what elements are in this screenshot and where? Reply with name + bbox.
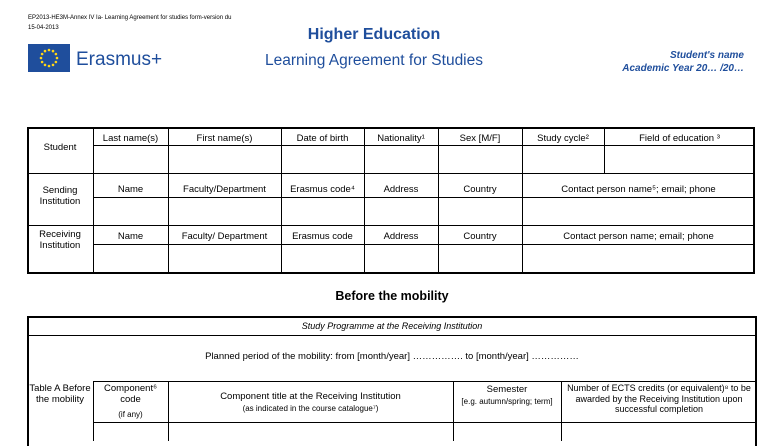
study-programme-caption: Study Programme at the Receiving Institution bbox=[301, 321, 483, 331]
input-sending-address[interactable] bbox=[365, 198, 437, 224]
input-component-code[interactable] bbox=[94, 423, 167, 441]
input-receiving-erasmus-code[interactable] bbox=[282, 245, 363, 273]
header-sending-erasmus-code: Erasmus code⁴ bbox=[290, 184, 355, 195]
header-sending-contact: Contact person name⁵; email; phone bbox=[561, 184, 716, 195]
row-label-student: Student bbox=[43, 142, 77, 153]
header-sending-faculty: Faculty/Department bbox=[183, 184, 266, 195]
header-component-title-note: (as indicated in the course catalogue⁷) bbox=[242, 404, 379, 413]
header-receiving-address: Address bbox=[383, 231, 419, 242]
header-receiving-faculty: Faculty/ Department bbox=[181, 231, 268, 242]
header-first-name: First name(s) bbox=[196, 133, 253, 144]
input-sending-country[interactable] bbox=[439, 198, 521, 224]
header-sending-country: Country bbox=[463, 184, 497, 195]
header-sending-address: Address bbox=[383, 184, 419, 195]
header-sex: Sex [M/F] bbox=[459, 133, 501, 144]
input-receiving-address[interactable] bbox=[365, 245, 437, 273]
header-component-code-note: (if any) bbox=[118, 410, 143, 419]
input-component-title[interactable] bbox=[169, 423, 452, 441]
header-ects-credits: Number of ECTS credits (or equivalent)⁸ to be awarded by the Receiving Institution upon successful completion bbox=[567, 383, 751, 414]
header-component-code: Component⁶ code bbox=[103, 383, 158, 405]
header-semester-note: [e.g. autumn/spring; term] bbox=[461, 397, 553, 406]
form-version-line: EP2013-HE3M-Annex IV Ia- Learning Agreement for studies form-version du bbox=[28, 15, 232, 21]
input-semester[interactable] bbox=[454, 423, 560, 441]
input-field-of-education[interactable] bbox=[605, 146, 754, 172]
input-sending-contact[interactable] bbox=[523, 198, 754, 224]
logo-text: Erasmus+ bbox=[76, 49, 163, 70]
student-name-label: Student's name bbox=[669, 50, 744, 61]
input-receiving-faculty[interactable] bbox=[169, 245, 280, 273]
section-heading-before-mobility: Before the mobility bbox=[335, 289, 449, 303]
header-receiving-country: Country bbox=[463, 231, 497, 242]
row-label-receiving-institution: Receiving Institution bbox=[39, 229, 81, 251]
header-field-of-education: Field of education ³ bbox=[639, 133, 720, 144]
header-sending-name: Name bbox=[117, 184, 144, 195]
input-nationality[interactable] bbox=[365, 146, 437, 172]
input-receiving-contact[interactable] bbox=[523, 245, 754, 273]
header-last-name: Last name(s) bbox=[102, 133, 159, 144]
header-component-title: Component title at the Receiving Institution bbox=[220, 391, 401, 402]
header-receiving-erasmus-code: Erasmus code bbox=[292, 231, 353, 242]
row-label-sending-institution: Sending Institution bbox=[39, 185, 81, 207]
header-receiving-name: Name bbox=[117, 231, 144, 242]
header-study-cycle: Study cycle² bbox=[537, 133, 589, 144]
input-last-name[interactable] bbox=[94, 146, 167, 172]
table-a-label: Table A Before the mobility bbox=[29, 383, 91, 405]
input-first-name[interactable] bbox=[169, 146, 280, 172]
input-sending-faculty[interactable] bbox=[169, 198, 280, 224]
header-date-of-birth: Date of birth bbox=[296, 133, 349, 144]
input-ects-credits[interactable] bbox=[562, 423, 755, 441]
planned-period-text: Planned period of the mobility: from [month/year] ……………. to [month/year] …………… bbox=[205, 351, 579, 362]
input-sex[interactable] bbox=[439, 146, 521, 172]
input-sending-erasmus-code[interactable] bbox=[282, 198, 363, 224]
header-receiving-contact: Contact person name; email; phone bbox=[563, 231, 714, 242]
input-sending-name[interactable] bbox=[94, 198, 167, 224]
input-date-of-birth[interactable] bbox=[282, 146, 363, 172]
form-date-line: 15-04-2013 bbox=[28, 25, 59, 31]
input-receiving-country[interactable] bbox=[439, 245, 521, 273]
header-nationality: Nationality¹ bbox=[377, 133, 425, 144]
input-receiving-name[interactable] bbox=[94, 245, 167, 273]
input-study-cycle[interactable] bbox=[523, 146, 603, 172]
page-title: Higher Education bbox=[307, 26, 441, 43]
page-subtitle: Learning Agreement for Studies bbox=[265, 52, 483, 69]
academic-year-label: Academic Year 20… /20… bbox=[622, 63, 744, 74]
header-semester: Semester bbox=[486, 384, 528, 395]
